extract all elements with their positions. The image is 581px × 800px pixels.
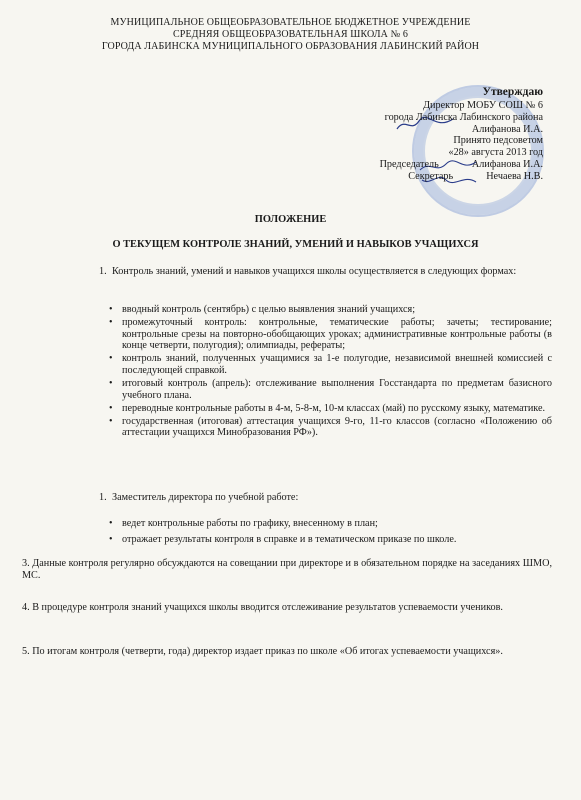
approval-director-name: Алифанова И.А.	[471, 123, 543, 135]
list-item: • отражает результаты контроля в справке и в тематическом приказе по школе.	[109, 533, 457, 545]
section-2	[99, 492, 552, 504]
bullet-icon: •	[109, 533, 113, 545]
approval-council: Принято педсоветом	[453, 135, 543, 147]
paragraph-5: 5. По итогам контроля (четверти, года) директор издает приказ по школе «Об итогах успеваемости учащихся».	[22, 646, 503, 657]
list-item: • ведет контрольные работы по графику, внесенному в план;	[109, 518, 378, 529]
document-title: ПОЛОЖЕНИЕ	[254, 214, 327, 225]
section-1	[99, 266, 552, 278]
header-line-1: МУНИЦИПАЛЬНОЕ ОБЩЕОБРАЗОВАТЕЛЬНОЕ БЮДЖЕТНОЕ УЧРЕЖДЕНИЕ	[110, 17, 471, 28]
bullet-icon: •	[109, 304, 113, 315]
section-2-text: Заместитель директора по учебной работе:	[112, 492, 299, 503]
approval-title: Утверждаю	[482, 86, 543, 98]
bullet-icon: •	[109, 317, 113, 329]
institution-header	[0, 17, 581, 53]
approval-chair: Председатель Алифанова И.А.	[379, 158, 543, 170]
bullet-icon: •	[109, 353, 113, 365]
bullet-icon: •	[109, 378, 113, 390]
bullet-icon: •	[109, 415, 113, 427]
section-1-number: 1.	[99, 266, 107, 277]
list-item: • переводные контрольные работы в 4-м, 5-8-м, 10-м классах (май) по русскому языку, математике.	[109, 402, 546, 414]
approval-secretary: Секретарь Нечаева Н.В.	[408, 170, 543, 182]
section-1-list	[109, 304, 552, 441]
list-item: • промежуточный контроль: контрольные, тематические работы; зачеты; тестирование; контрольные срезы на повторно-обобщающих уроках; административные контрольные работы (в конце четверти, полугодия); олимпиады, рефераты;	[109, 317, 552, 352]
section-2-list	[109, 518, 552, 547]
approval-city: города Лабинска Лабинского района	[384, 111, 543, 123]
header-line-3: ГОРОДА ЛАБИНСКА МУНИЦИПАЛЬНОГО ОБРАЗОВАНИЯ ЛАБИНСКИЙ РАЙОН	[101, 41, 480, 52]
approval-date: «28» августа 2013 год	[448, 147, 543, 159]
approval-block	[293, 86, 543, 183]
list-item: • контроль знаний, полученных учащимися за 1-е полугодие, независимой внешней комиссией с последующей справкой.	[109, 353, 552, 376]
paragraph-4: 4. В процедуре контроля знаний учащихся школы вводится отслеживание результатов успеваемости учеников.	[22, 602, 503, 613]
list-item: • вводный контроль (сентябрь) с целью выявления знаний учащихся;	[109, 304, 416, 315]
list-item: • государственная (итоговая) аттестация учащихся 9-го, 11-го классов (согласно «Положению об аттестации учащихся Минобразования РФ»).	[109, 415, 552, 439]
paragraph-3: 3. Данные контроля регулярно обсуждаются на совещании при директоре и в обязательном порядке на заседаниях ШМО, МС.	[22, 558, 552, 581]
approval-director: Директор МОБУ СОШ № 6	[423, 100, 543, 111]
section-1-text: Контроль знаний, умений и навыков учащихся школы осуществляется в следующих формах:	[112, 266, 517, 277]
document-subtitle: О ТЕКУЩЕМ КОНТРОЛЕ ЗНАНИЙ, УМЕНИЙ И НАВЫКОВ УЧАЩИХСЯ	[112, 239, 479, 250]
list-item: • итоговый контроль (апрель): отслеживание выполнения Госстандарта по предметам базисного учебного плана.	[109, 378, 552, 401]
bullet-icon: •	[109, 402, 113, 414]
section-2-number: 1.	[99, 492, 107, 503]
header-line-2: СРЕДНЯЯ ОБЩЕОБРАЗОВАТЕЛЬНАЯ ШКОЛА № 6	[173, 29, 408, 40]
bullet-icon: •	[109, 518, 113, 529]
